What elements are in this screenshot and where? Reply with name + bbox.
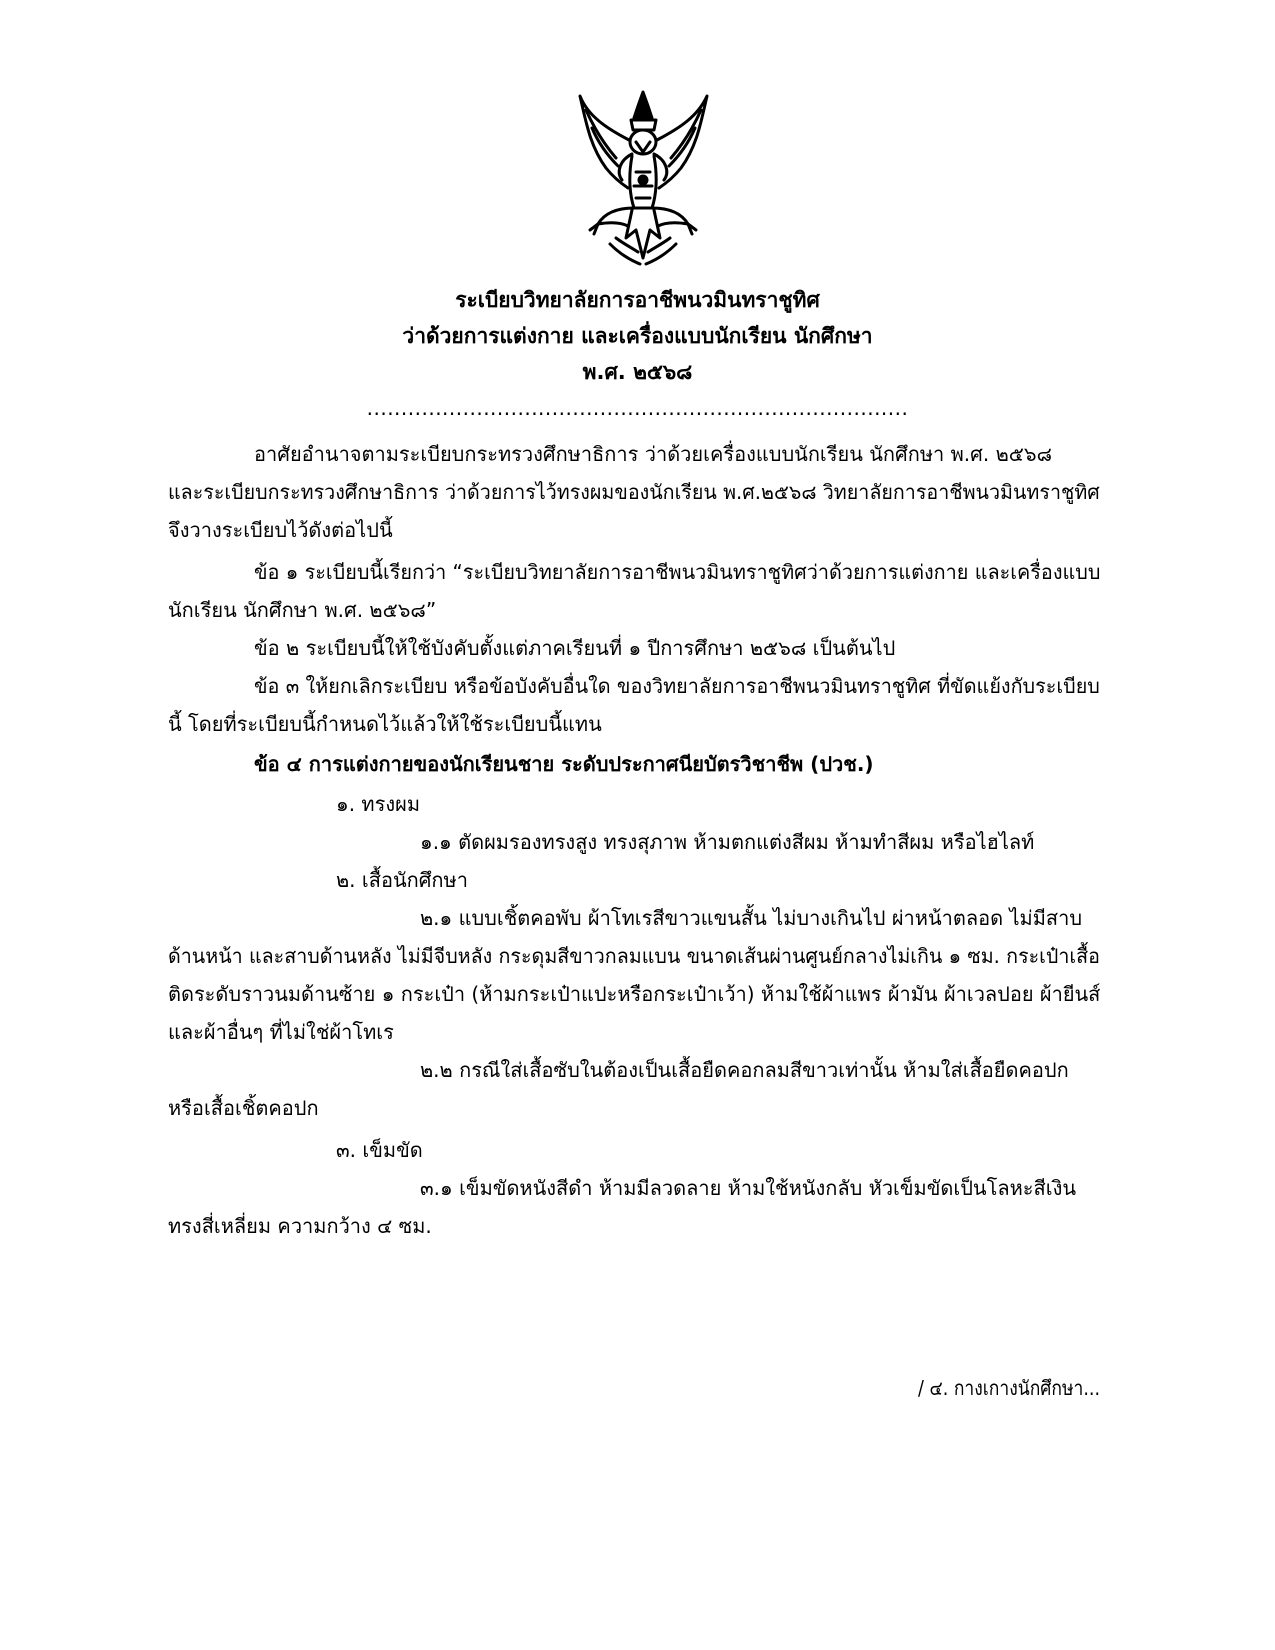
- clause-3-line-2: นี้ โดยที่ระเบียบนี้กำหนดไว้แล้วให้ใช้ระเบียบนี้แทน: [168, 712, 602, 736]
- intro-line-2: และระเบียบกระทรวงศึกษาธิการ ว่าด้วยการไว้ทรงผมของนักเรียน พ.ศ.๒๕๖๘ วิทยาลัยการอาชีพนวมินทราชูทิศ: [168, 480, 1100, 504]
- clause-2: ข้อ ๒ ระเบียบนี้ให้ใช้บังคับตั้งแต่ภาคเรียนที่ ๑ ปีการศึกษา ๒๕๖๘ เป็นต้นไป: [254, 636, 896, 660]
- clause-4-heading: ข้อ ๔ การแต่งกายของนักเรียนชาย ระดับประกาศนียบัตรวิชาชีพ (ปวช.): [254, 752, 874, 776]
- section-2-1-line-4: และผ้าอื่นๆ ที่ไม่ใช่ผ้าโทเร: [168, 1020, 394, 1044]
- continuation-note: / ๔. กางเกางนักศึกษา...: [918, 1376, 1101, 1400]
- section-1-1: ๑.๑ ตัดผมรองทรงสูง ทรงสุภาพ ห้ามตกแต่งสีผม ห้ามทำสีผม หรือไฮไลท์: [420, 830, 1035, 854]
- clause-3-line-1: ข้อ ๓ ให้ยกเลิกระเบียบ หรือข้อบังคับอื่นใด ของวิทยาลัยการอาชีพนวมินทราชูทิศ ที่ขัดแย้งกับระเบียบ: [254, 674, 1100, 698]
- section-2-1-line-2: ด้านหน้า และสาบด้านหลัง ไม่มีจีบหลัง กระดุมสีขาวกลมแบน ขนาดเส้นผ่านศูนย์กลางไม่เกิน ๑ ซม. กระเป๋าเสื้อ: [168, 944, 1100, 968]
- section-3-1-line-2: ทรงสี่เหลี่ยม ความกว้าง ๔ ซม.: [168, 1214, 432, 1238]
- section-2-1-line-1: ๒.๑ แบบเชิ้ตคอพับ ผ้าโทเรสีขาวแขนสั้น ไม่บางเกินไป ผ่าหน้าตลอด ไม่มีสาบ: [420, 906, 1083, 930]
- section-2-2-line-1: ๒.๒ กรณีใส่เสื้อซับในต้องเป็นเสื้อยืดคอกลมสีขาวเท่านั้น ห้ามใส่เสื้อยืดคอปก: [420, 1058, 1069, 1082]
- clause-1-line-1: ข้อ ๑ ระเบียบนี้เรียกว่า “ระเบียบวิทยาลัยการอาชีพนวมินทราชูทิศว่าด้วยการแต่งกาย และเครื่องแบบ: [254, 560, 1101, 584]
- garuda-emblem-icon: [576, 88, 711, 268]
- document-title: ระเบียบวิทยาลัยการอาชีพนวมินทราชูทิศ: [455, 288, 820, 312]
- document-year: พ.ศ. ๒๕๖๘: [582, 360, 693, 384]
- section-1-heading: ๑. ทรงผม: [336, 792, 421, 816]
- section-2-1-line-3: ติดระดับราวนมด้านซ้าย ๑ กระเป๋า (ห้ามกระเป๋าแปะหรือกระเป๋าเว้า) ห้ามใช้ผ้าแพร ผ้ามัน ผ้าเวลปอย ผ้ายีนส์: [168, 982, 1101, 1006]
- dotted-rule: ...............................................................................: [366, 398, 909, 418]
- section-2-heading: ๒. เสื้อนักศึกษา: [336, 868, 468, 892]
- section-3-1-line-1: ๓.๑ เข็มขัดหนังสีดำ ห้ามมีลวดลาย ห้ามใช้หนังกลับ หัวเข็มขัดเป็นโลหะสีเงิน: [420, 1176, 1077, 1200]
- section-2-2-line-2: หรือเสื้อเชิ้ตคอปก: [168, 1096, 319, 1120]
- intro-line-1: อาศัยอำนาจตามระเบียบกระทรวงศึกษาธิการ ว่าด้วยเครื่องแบบนักเรียน นักศึกษา พ.ศ. ๒๕๖๘: [254, 442, 1053, 466]
- clause-1-line-2: นักเรียน นักศึกษา พ.ศ. ๒๕๖๘”: [168, 598, 437, 622]
- section-3-heading: ๓. เข็มขัด: [336, 1138, 423, 1162]
- intro-line-3: จึงวางระเบียบไว้ดังต่อไปนี้: [168, 518, 393, 542]
- document-subtitle: ว่าด้วยการแต่งกาย และเครื่องแบบนักเรียน นักศึกษา: [402, 324, 873, 348]
